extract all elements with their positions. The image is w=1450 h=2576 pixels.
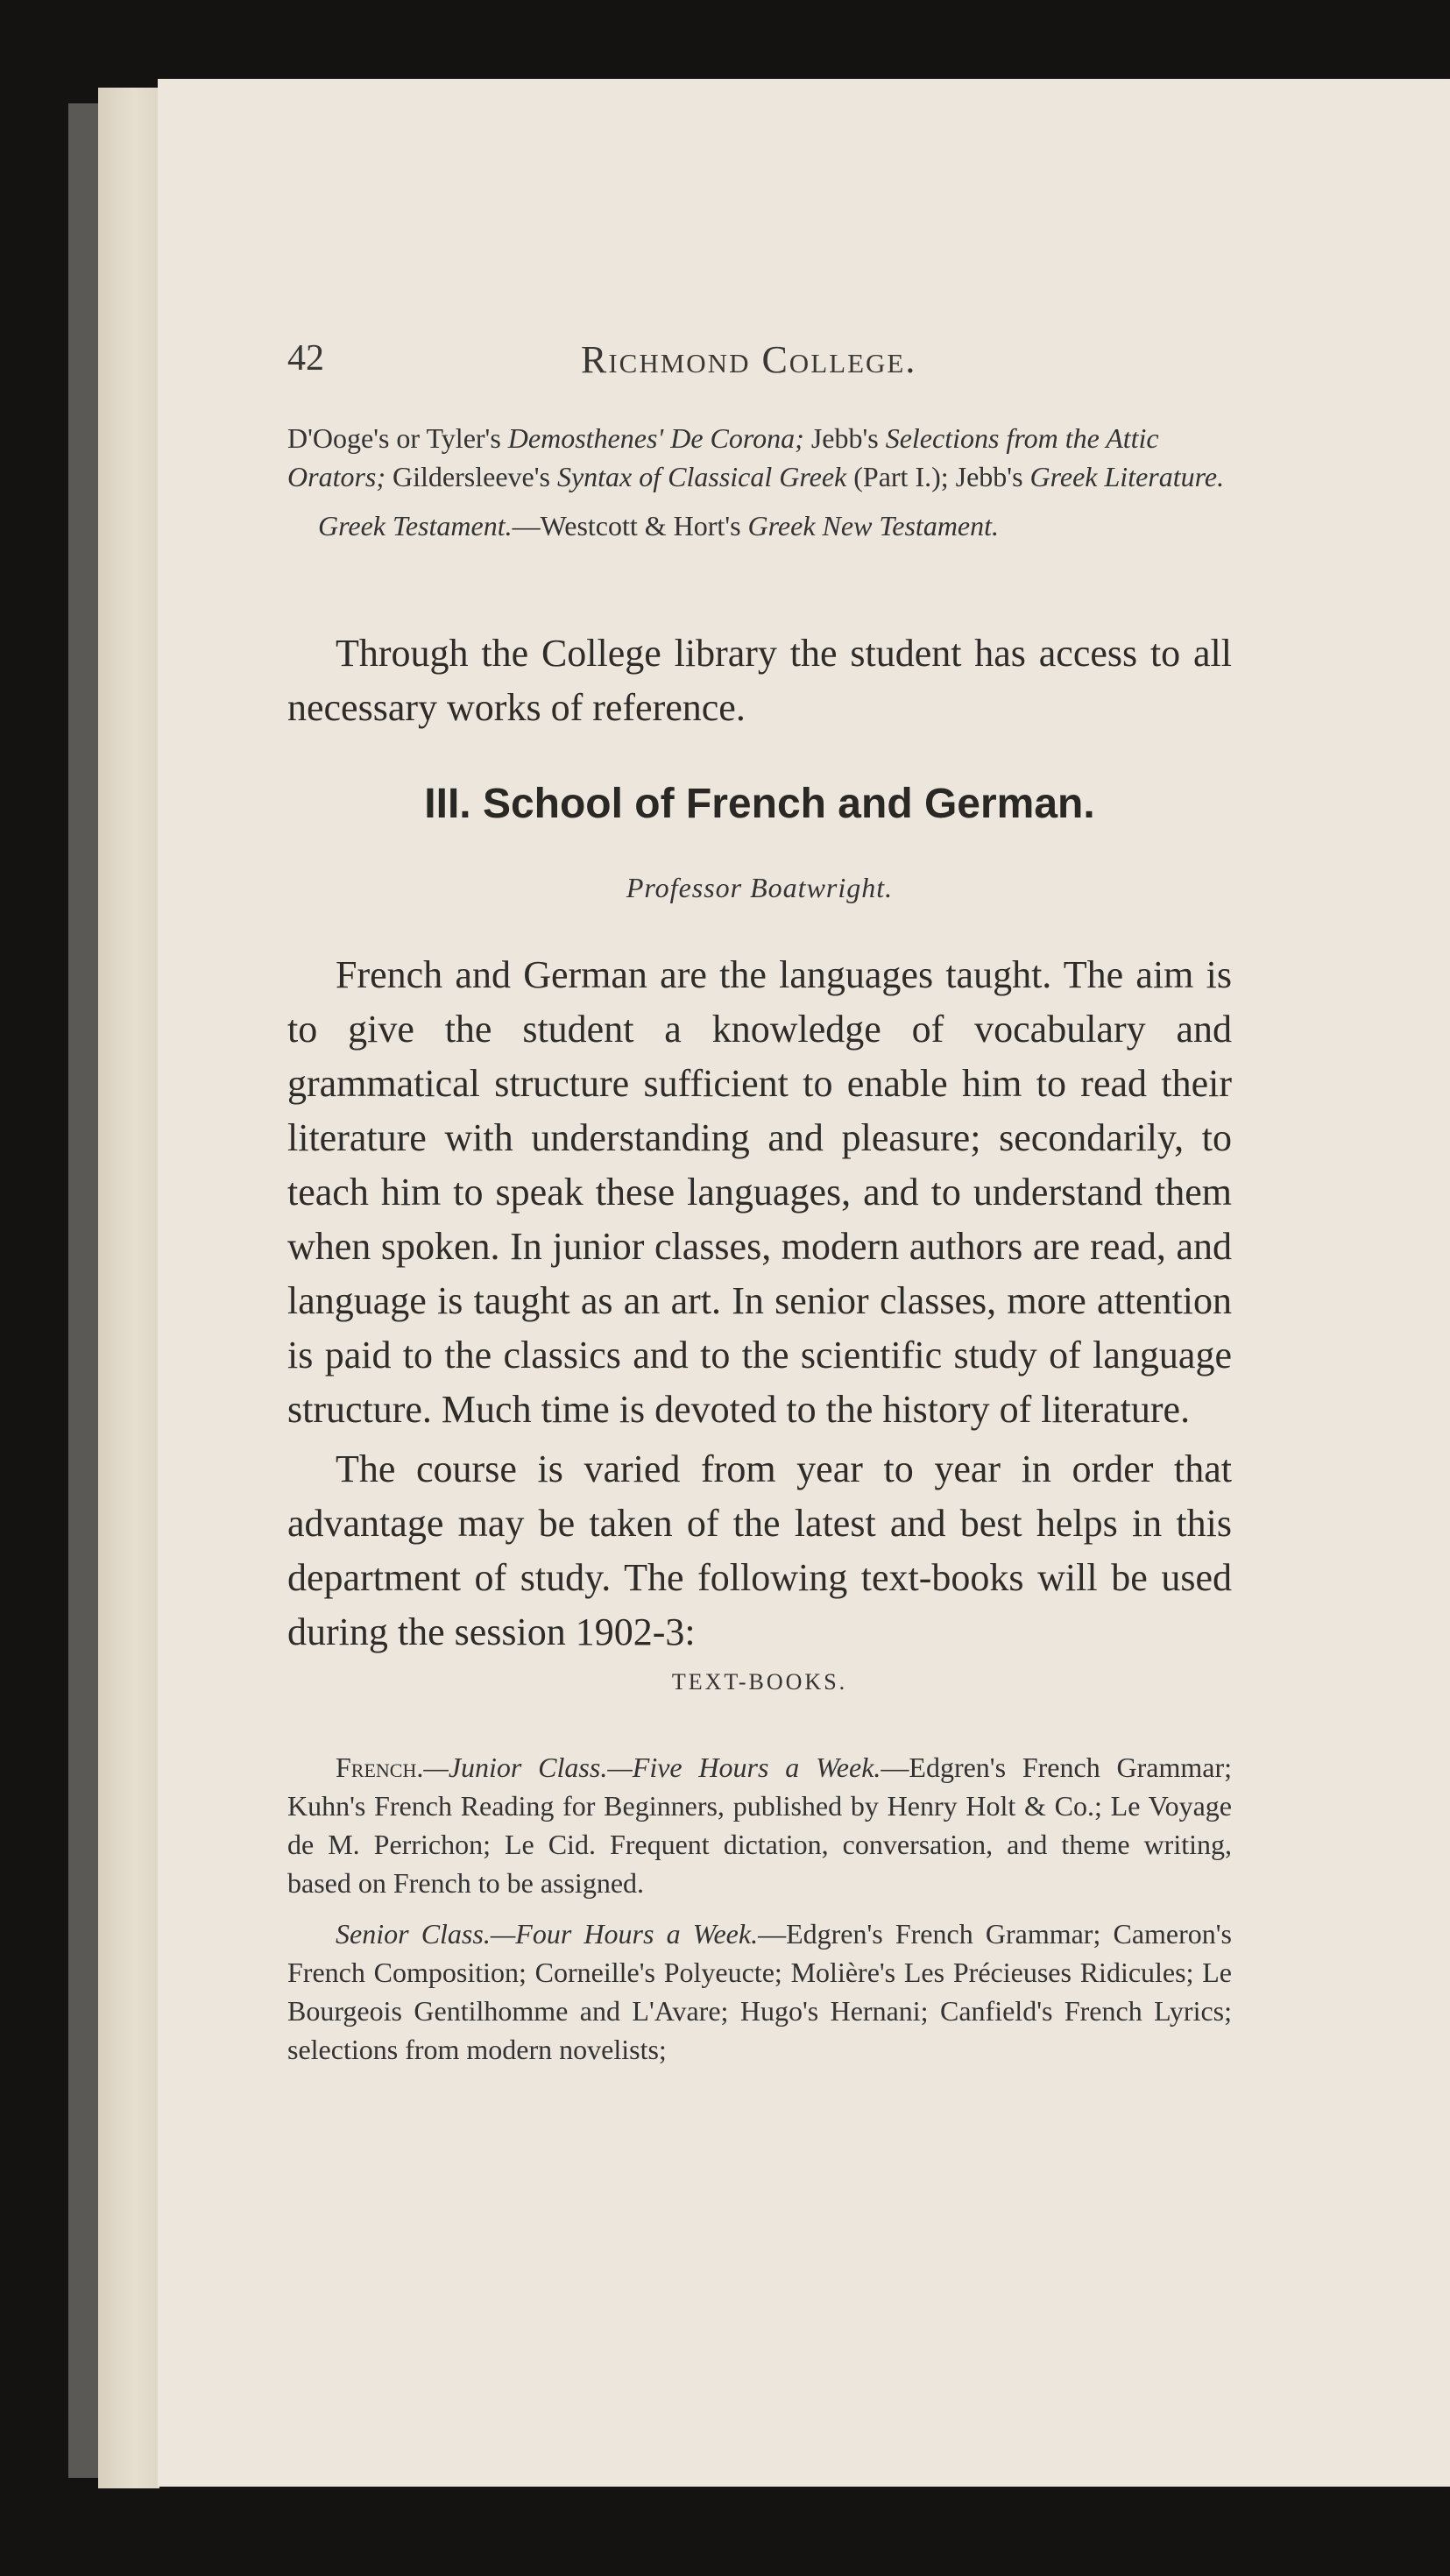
greek-testament-line: Greek Testament.—Westcott & Hort's Greek New Testament. (318, 510, 1000, 541)
aims-paragraph: French and German are the languages taught. The aim is to give the student a knowledge of vocabulary and grammatical structure sufficient to enable him to read their literature with understanding and pleasure; secondarily, to teach him to speak these languages, and to understand them when spoken. In junior classes, modern authors are read, and language is taught as an art. In senior classes, more attention is paid to the classics and to the scientific study of language structure. Much time is devoted to the history of literature. (287, 953, 1232, 1431)
library-paragraph: Through the College library the student has access to all necessary works of reference. (287, 632, 1232, 729)
greek-references (287, 419, 1251, 545)
senior-class-entry: Senior Class.—Four Hours a Week.—Edgren's French Grammar; Cameron's French Composition; Corneille's Polyeucte; Molière's Les Précieuses Ridicules; Le Bourgeois Gentilhomme and L'Avare; Hugo's Hernani; Canfield's French Lyrics; selections from modern novelists; (287, 1918, 1233, 2065)
course-paragraph: The course is varied from year to year in order that advantage may be taken of the latest and best helps in this department of study. The following text-books will be used during the session 1902-3: (287, 1447, 1232, 1653)
section-body (287, 948, 1232, 1660)
professor-name: Professor Boatwright. (626, 872, 894, 903)
running-title: Richmond College. (581, 338, 917, 381)
references-paragraph: D'Ooge's or Tyler's Demosthenes' De Corona; Jebb's Selections from the Attic Orators; Gildersleeve's Syntax of Classical Greek (Part I.); Jebb's Greek Literature. (287, 422, 1225, 492)
running-head (287, 337, 1232, 390)
page-number: 42 (287, 338, 324, 379)
textbooks-heading: TEXT-BOOKS. (671, 1669, 848, 1695)
section-heading: III. School of French and German. (424, 781, 1095, 827)
textbooks-list (287, 1748, 1232, 2081)
page-edges (98, 88, 159, 2488)
junior-class-entry: French.—Junior Class.—Five Hours a Week.—Edgren's French Grammar; Kuhn's French Reading for Beginners, published by Henry Holt & Co.; Le Voyage de M. Perrichon; Le Cid. Frequent dictation, conversation, and theme writing, based on French to be assigned. (287, 1752, 1232, 1899)
